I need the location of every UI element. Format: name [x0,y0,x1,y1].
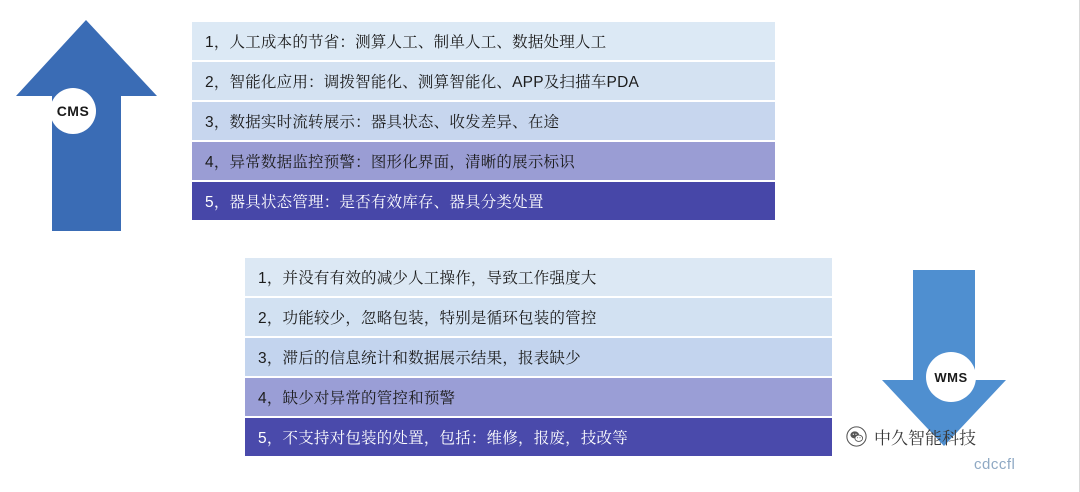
wms-shortcomings-list [245,258,832,458]
watermark-suffix: cdccfl [974,456,1016,473]
list-item: 2，智能化应用：调拨智能化、测算智能化、APP及扫描车PDA [192,62,775,100]
watermark-account: 中久智能科技 [874,429,976,448]
list-item: 2，功能较少，忽略包装，特别是循环包装的管控 [245,298,832,336]
list-item: 5，不支持对包装的处置，包括：维修，报废，技改等 [245,418,832,456]
wechat-icon [846,426,867,447]
list-item: 1，并没有有效的减少人工操作，导致工作强度大 [245,258,832,296]
list-item: 4，缺少对异常的管控和预警 [245,378,832,416]
list-item: 3，数据实时流转展示：器具状态、收发差异、在途 [192,102,775,140]
list-item: 4，异常数据监控预警：图形化界面，清晰的展示标识 [192,142,775,180]
list-item: 3，滞后的信息统计和数据展示结果，报表缺少 [245,338,832,376]
wms-arrow-label: WMS [926,352,976,402]
list-item: 1，人工成本的节省：测算人工、制单人工、数据处理人工 [192,22,775,60]
cms-arrow-label: CMS [50,88,96,134]
cms-advantages-list [192,22,775,222]
watermark [846,424,976,449]
list-item: 5，器具状态管理：是否有效库存、器具分类处置 [192,182,775,220]
